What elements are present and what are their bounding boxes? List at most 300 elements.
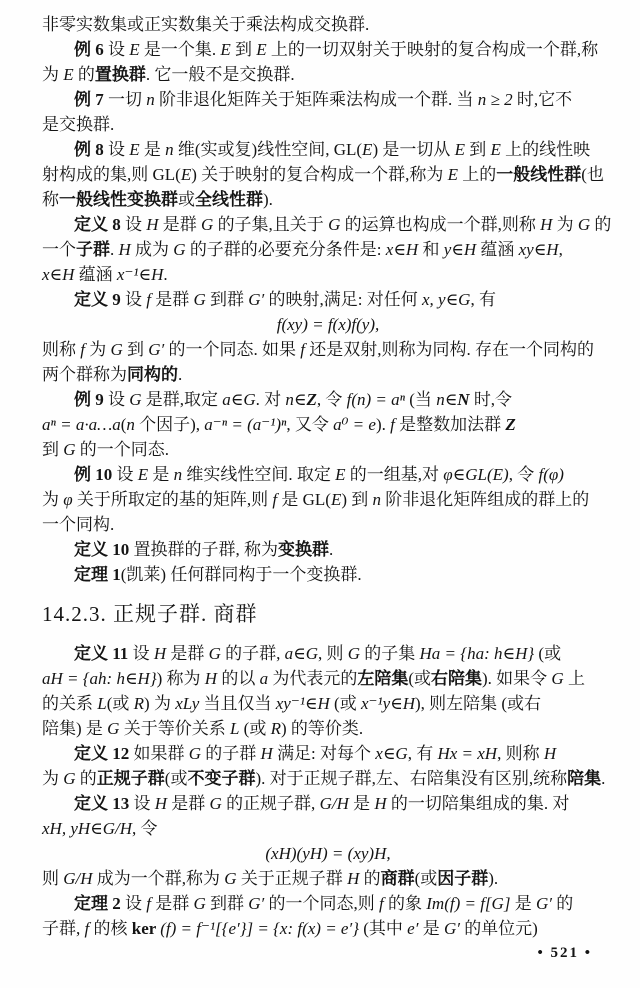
text-segment: xy⁻¹∈H (275, 694, 330, 713)
text-segment: 定义 13 (74, 794, 130, 813)
text-segment: 变换群 (278, 540, 329, 559)
formula-line (42, 841, 614, 866)
text-segment: 例 6 (74, 40, 104, 59)
text-segment: a∈G (222, 390, 256, 409)
text-segment: 的一个同态. (75, 440, 170, 459)
text-segment: f (146, 894, 151, 913)
text-segment: . 对 (255, 390, 286, 409)
text-segment: 一般线性群 (496, 165, 582, 184)
text-segment: E (335, 465, 346, 484)
text-segment: H (146, 215, 159, 234)
text-segment: 射构成的集,则 GL( (42, 165, 181, 184)
text-line (42, 816, 614, 841)
text-segment: H (118, 240, 131, 259)
text-segment: f (84, 919, 90, 938)
text-segment: ), 则左陪集 (或右 (414, 694, 542, 713)
text-segment: E (129, 40, 140, 59)
text-line (42, 866, 614, 891)
text-segment: E (362, 140, 373, 159)
text-segment: , 有 (407, 744, 438, 763)
text-segment: 到群 (205, 290, 249, 309)
text-segment: 是 (510, 894, 536, 913)
text-segment: e′ (407, 919, 419, 938)
text-segment: 是群,取定 (141, 390, 223, 409)
text-segment: 设 (128, 644, 154, 663)
text-segment: 因子群 (437, 869, 489, 888)
text-segment: f (300, 340, 305, 359)
text-segment: 上的 (458, 165, 497, 184)
text-segment: 例 10 (74, 465, 113, 484)
text-line (42, 487, 614, 512)
text-segment: 的 (73, 65, 95, 84)
text-segment: 是群 (150, 894, 194, 913)
text-segment: 是一个集. (139, 40, 221, 59)
text-segment: (凯莱) 任何群同构于一个变换群. (120, 565, 362, 584)
text-segment: ). 对于正规子群,左、右陪集没有区别,统称 (255, 769, 568, 788)
text-segment: 蕴涵 (74, 265, 117, 284)
text-segment: 是群 (158, 215, 202, 234)
text-segment: 设 (112, 465, 138, 484)
text-segment: 的 (551, 894, 574, 913)
text-segment: (或 (408, 669, 431, 688)
text-segment: 两个群称为 (42, 365, 127, 384)
text-line (42, 62, 614, 87)
text-segment: 例 9 (74, 390, 104, 409)
text-line (42, 741, 614, 766)
text-segment: 为 (84, 340, 111, 359)
text-segment: 是整数加法群 (394, 415, 506, 434)
text-segment: 个因子), (134, 415, 205, 434)
text-segment: 蕴涵 (476, 240, 519, 259)
text-segment: a⁰ = e (333, 415, 376, 434)
text-segment: G (63, 769, 76, 788)
text-segment: 到 (42, 440, 64, 459)
text-segment: G (110, 340, 123, 359)
text-segment: G (173, 240, 186, 259)
text-segment: 定理 1 (74, 565, 121, 584)
text-segment: 的子集 (360, 644, 420, 663)
text-segment: n (126, 415, 135, 434)
text-segment: 是 (418, 919, 444, 938)
text-segment: 的以 (217, 669, 260, 688)
text-segment: f(φ) (538, 465, 564, 484)
text-segment: 上 (563, 669, 585, 688)
text-segment: Hx = xH (437, 744, 498, 763)
text-segment: f (80, 340, 85, 359)
text-segment: (或 (329, 694, 361, 713)
text-segment: 上的线性映 (500, 140, 591, 159)
text-segment: xLy (175, 694, 200, 713)
text-segment: G (193, 894, 206, 913)
text-segment: (或 (414, 869, 438, 888)
text-segment: 定义 8 (74, 215, 121, 234)
text-segment: 维(实或复)线性空间, GL( (173, 140, 363, 159)
text-segment: f(xy) = f(x)f(y), (276, 315, 380, 334)
text-segment: 的单位元) (459, 919, 538, 938)
text-segment: 是群 (167, 794, 210, 813)
text-segment: 为 (42, 490, 64, 509)
text-segment: 的一个同态,则 (264, 894, 380, 913)
text-segment: (或 (106, 694, 134, 713)
text-segment: H (153, 644, 167, 663)
text-segment: 的一组基,对 (345, 465, 444, 484)
text-line (42, 337, 614, 362)
text-line (42, 137, 614, 162)
text-segment: 成为 (130, 240, 174, 259)
text-segment: 到 (122, 340, 149, 359)
text-segment: G (224, 869, 237, 888)
text-line (42, 562, 614, 587)
text-segment: 的 (75, 769, 97, 788)
text-segment: E (454, 140, 465, 159)
text-segment: 为 (42, 65, 64, 84)
text-segment: 为 (42, 769, 64, 788)
text-segment: 和 (418, 240, 444, 259)
text-segment: f (390, 415, 395, 434)
text-segment: E (256, 40, 267, 59)
text-segment: ) 到 (341, 490, 373, 509)
text-line (42, 262, 614, 287)
text-line (42, 237, 614, 262)
text-segment: (xH)(yH) = (xy)H, (265, 844, 391, 863)
text-segment: E (490, 140, 501, 159)
text-segment: 是 (148, 465, 174, 484)
text-segment: 关于等价关系 (119, 719, 230, 738)
text-segment: G (208, 644, 221, 663)
text-segment: G (577, 215, 591, 234)
text-segment: E (137, 465, 149, 484)
text-segment: ) 称为 (156, 669, 205, 688)
text-segment: ). (263, 190, 273, 209)
text-segment: 是 (139, 140, 166, 159)
text-segment: H (543, 744, 557, 763)
text-segment: (或 (239, 719, 271, 738)
text-segment: G′ (248, 894, 265, 913)
text-segment: 为 (552, 215, 578, 234)
text-segment: Z (306, 390, 317, 409)
text-line (42, 362, 614, 387)
text-line (42, 12, 614, 37)
text-segment: N (457, 390, 470, 409)
text-line (42, 641, 614, 666)
text-segment: 设 (120, 894, 147, 913)
text-segment: x∈H (385, 240, 419, 259)
text-segment: 14.2.3. 正规子群. 商群 (42, 602, 258, 626)
text-segment: 到 (230, 40, 257, 59)
text-line (42, 412, 614, 437)
text-segment: 的映射,满足: 对任何 (264, 290, 422, 309)
text-line (42, 112, 614, 137)
text-line (42, 187, 614, 212)
text-segment: 陪集 (567, 769, 602, 788)
text-line (42, 437, 614, 462)
text-segment: 设 (129, 794, 155, 813)
text-segment: 设 (120, 290, 147, 309)
text-segment: E (180, 165, 192, 184)
text-segment: f (146, 290, 151, 309)
text-segment: n (372, 490, 382, 509)
text-line (42, 766, 614, 791)
text-segment: 非零实数集或正实数集关于乘法构成交换群. (42, 15, 370, 34)
text-segment: G (551, 669, 564, 688)
text-line (42, 512, 614, 537)
text-segment: , 则 (318, 644, 348, 663)
text-segment: G (63, 440, 76, 459)
text-segment: G′ (148, 340, 165, 359)
text-segment: 商群 (380, 869, 415, 888)
text-segment: ). (375, 415, 391, 434)
text-line (42, 537, 614, 562)
text-segment: 成为一个群,称为 (92, 869, 225, 888)
text-segment: Z (505, 415, 516, 434)
text-segment: G (188, 744, 202, 763)
text-segment: 的子集,且关于 (213, 215, 329, 234)
text-segment: R (133, 694, 145, 713)
text-segment: 定义 11 (74, 644, 129, 663)
text-segment: 定义 12 (74, 744, 130, 763)
text-segment: 的象 (383, 894, 427, 913)
text-segment: E (447, 165, 459, 184)
text-segment: 左陪集 (357, 669, 409, 688)
text-segment: L (229, 719, 240, 738)
text-segment: E (129, 140, 140, 159)
text-segment: G (129, 390, 142, 409)
text-line (42, 162, 614, 187)
text-segment: 的关系 (42, 694, 98, 713)
text-segment: 的 (359, 869, 381, 888)
text-line (42, 37, 614, 62)
text-segment: x∈G (375, 744, 408, 763)
text-segment: 置换群的子群, 称为 (129, 540, 278, 559)
text-segment: , 令 (316, 390, 347, 409)
text-segment: , 令 (132, 819, 158, 838)
text-segment: 的子群, (220, 644, 285, 663)
text-segment: 当且仅当 (199, 694, 276, 713)
text-segment: ) 关于映射的复合构成一个群,称为 (191, 165, 448, 184)
text-segment: 上的一切双射关于映射的复合构成一个群,称 (266, 40, 599, 59)
text-segment: 一切 (103, 90, 147, 109)
text-segment: f (379, 894, 384, 913)
text-segment: G/H (319, 794, 349, 813)
text-segment: φ∈GL(E) (443, 465, 509, 484)
text-segment: a (259, 669, 269, 688)
text-segment: R (270, 719, 281, 738)
text-segment: , 又令 (286, 415, 334, 434)
text-segment: ) 为 (144, 694, 176, 713)
text-segment: G (209, 794, 222, 813)
text-segment: n∈ (285, 390, 307, 409)
text-segment: 的正规子群, (221, 794, 320, 813)
text-segment: 时,令 (469, 390, 513, 409)
text-segment: 子群, (42, 919, 85, 938)
text-segment: 设 (103, 40, 130, 59)
text-segment: G′ (535, 894, 552, 913)
text-segment: n∈ (436, 390, 458, 409)
text-segment: ) 的等价类. (280, 719, 364, 738)
text-segment: 的子群的必要充分条件是: (185, 240, 386, 259)
text-segment: 的一个同态. 如果 (164, 340, 301, 359)
text-segment: 的一切陪集组成的集. 对 (386, 794, 570, 813)
text-segment: 设 (103, 390, 130, 409)
text-line (42, 212, 614, 237)
text-segment: xy∈H (518, 240, 559, 259)
text-segment: G (193, 290, 206, 309)
text-segment: , 则称 (497, 744, 544, 763)
text-segment: . (329, 540, 334, 559)
text-line (42, 387, 614, 412)
text-line (42, 716, 614, 741)
text-segment: 关于正规子群 (236, 869, 348, 888)
text-segment: 是群 (166, 644, 209, 663)
text-segment: 不变子群 (187, 769, 256, 788)
text-segment: 阶非退化矩阵组成的群上的 (381, 490, 590, 509)
text-segment: G′ (248, 290, 265, 309)
text-segment: 如果群 (129, 744, 189, 763)
text-segment: ker (131, 919, 161, 938)
text-segment: 的运算也构成一个群,则称 (340, 215, 541, 234)
text-segment: . (163, 265, 168, 284)
text-segment: 是 (348, 794, 375, 813)
text-segment: 定理 2 (74, 894, 121, 913)
text-line (42, 287, 614, 312)
text-segment: n ≥ 2 (477, 90, 513, 109)
text-segment: G′ (443, 919, 460, 938)
text-segment: H (374, 794, 387, 813)
text-segment: x∈H (42, 265, 75, 284)
text-segment: H (260, 744, 273, 763)
text-segment: ( (120, 415, 127, 434)
text-segment: 还是双射,则称为同构. 存在一个同构的 (305, 340, 594, 359)
text-segment: , 有 (470, 290, 496, 309)
text-segment: 称 (42, 190, 59, 209)
text-segment: 时,它不 (512, 90, 573, 109)
text-segment: 陪集) 是 (42, 719, 108, 738)
text-segment: 则 (42, 869, 64, 888)
text-segment: E (220, 40, 231, 59)
text-segment: 一般线性变换群 (59, 190, 178, 209)
text-segment: (f) = f⁻¹[{e′}] = {x: f(x) = e′} (160, 919, 359, 938)
text-segment: 例 8 (74, 140, 104, 159)
text-segment: n (146, 90, 155, 109)
text-segment: . (178, 365, 183, 384)
text-line (42, 691, 614, 716)
text-segment: (当 (405, 390, 437, 409)
text-segment: 或 (178, 190, 195, 209)
text-segment: 例 7 (74, 90, 104, 109)
text-segment: H (540, 215, 553, 234)
text-segment: (其中 (359, 919, 408, 938)
text-segment: Ha = {ha: h∈H} (419, 644, 535, 663)
text-segment: 一个同构. (42, 515, 115, 534)
text-segment: 的子群 (201, 744, 261, 763)
text-segment: 同构的 (127, 365, 178, 384)
text-segment: f (272, 490, 278, 509)
text-segment: aⁿ = a·a…a (42, 415, 121, 434)
text-line (42, 462, 614, 487)
text-line (42, 916, 614, 941)
text-segment: H (347, 869, 360, 888)
text-segment: 右陪集 (431, 669, 482, 688)
text-segment: a∈G (284, 644, 318, 663)
text-segment: 到群 (205, 894, 249, 913)
text-segment: 是群 (150, 290, 194, 309)
text-segment: . (601, 769, 606, 788)
text-segment: ). (488, 869, 499, 888)
text-segment: 则称 (42, 340, 81, 359)
page-number: • 521 • (537, 945, 592, 961)
text-segment: 子群 (76, 240, 110, 259)
section-heading (42, 599, 614, 629)
text-segment: 阶非退化矩阵关于矩阵乘法构成一个群. 当 (154, 90, 478, 109)
text-segment: 为代表元的 (268, 669, 358, 688)
text-segment: y∈H (443, 240, 477, 259)
text-segment: G (107, 719, 120, 738)
text-segment: ). 如果令 (482, 669, 552, 688)
text-segment: H (154, 794, 168, 813)
text-segment: x⁻¹∈H (116, 265, 164, 284)
text-line (42, 891, 614, 916)
text-segment: φ (63, 490, 73, 509)
text-segment: 一个 (42, 240, 76, 259)
text-segment: 设 (103, 140, 130, 159)
text-segment: G/H (63, 869, 93, 888)
text-segment: 置换群 (94, 65, 146, 84)
text-segment: (或 (164, 769, 188, 788)
text-segment: G (201, 215, 214, 234)
text-segment: 的核 (89, 919, 132, 938)
text-segment: . (110, 240, 119, 259)
text-segment: 是 GL( (277, 490, 331, 509)
text-segment: aH = {ah: h∈H} (42, 669, 157, 688)
text-line (42, 791, 614, 816)
text-segment: H (204, 669, 218, 688)
text-segment: 是交换群. (42, 115, 115, 134)
text-segment: 的 (590, 215, 612, 234)
text-segment: x⁻¹y∈H (360, 694, 415, 713)
text-segment: 维实线性空间. 取定 (182, 465, 336, 484)
text-segment: G (328, 215, 341, 234)
text-line (42, 666, 614, 691)
text-segment: G (347, 644, 361, 663)
text-segment: 到 (465, 140, 491, 159)
text-segment: , (558, 240, 563, 259)
text-segment: f(n) = aⁿ (346, 390, 406, 409)
text-segment: E (63, 65, 74, 84)
text-segment: , 令 (508, 465, 539, 484)
text-segment: 设 (120, 215, 147, 234)
text-segment: 正规子群 (96, 769, 165, 788)
text-segment: E (330, 490, 342, 509)
text-segment: x, y∈G (422, 290, 471, 309)
text-segment: 全线性群 (195, 190, 263, 209)
text-segment: n (165, 140, 174, 159)
text-segment: n (173, 465, 183, 484)
text-segment: . 它一般不是交换群. (145, 65, 295, 84)
text-segment: Im(f) = f[G] (426, 894, 511, 913)
formula-line (42, 312, 614, 337)
text-line (42, 87, 614, 112)
text-segment: 定义 10 (74, 540, 130, 559)
text-segment: ) 是一切从 (372, 140, 455, 159)
text-segment: a⁻ⁿ = (a⁻¹)ⁿ (204, 415, 287, 434)
text-segment: (也 (581, 165, 604, 184)
text-segment: 定义 9 (74, 290, 121, 309)
text-segment: L (97, 694, 107, 713)
text-segment: 满足: 对每个 (272, 744, 376, 763)
text-segment: (或 (534, 644, 562, 663)
text-segment: xH, yH∈G/H (42, 819, 133, 838)
text-segment: 关于所取定的基的矩阵,则 (72, 490, 273, 509)
